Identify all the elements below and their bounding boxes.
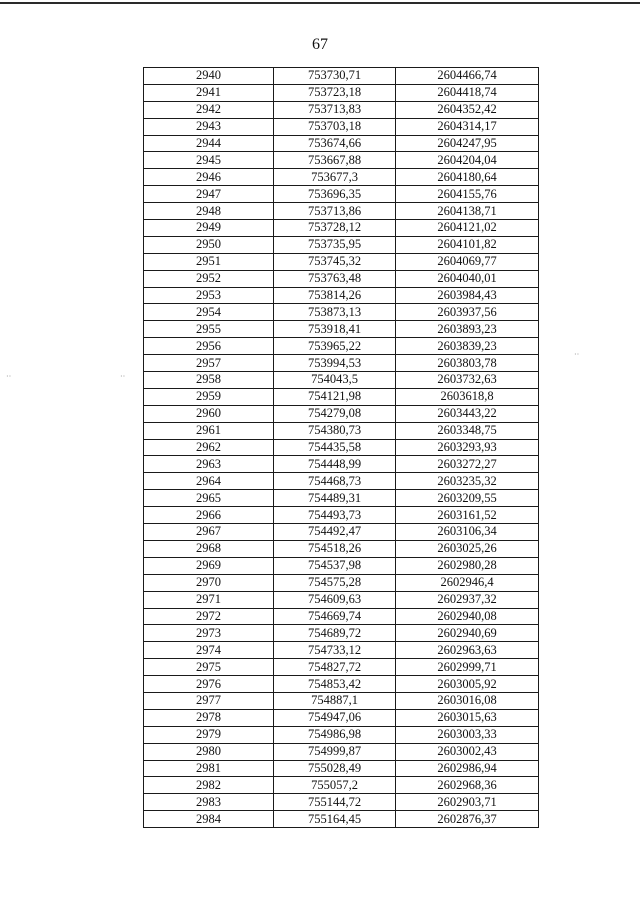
x-coordinate-cell: 753918,41 bbox=[274, 321, 396, 338]
y-coordinate-cell: 2603106,34 bbox=[396, 524, 539, 541]
x-coordinate-cell: 755028,49 bbox=[274, 760, 396, 777]
point-number-cell: 2943 bbox=[144, 118, 274, 135]
y-coordinate-cell: 2604247,95 bbox=[396, 135, 539, 152]
x-coordinate-cell: 754489,31 bbox=[274, 490, 396, 507]
point-number-cell: 2944 bbox=[144, 135, 274, 152]
y-coordinate-cell: 2603235,32 bbox=[396, 473, 539, 490]
x-coordinate-cell: 754986,98 bbox=[274, 726, 396, 743]
x-coordinate-cell: 754947,06 bbox=[274, 709, 396, 726]
point-number-cell: 2952 bbox=[144, 270, 274, 287]
x-coordinate-cell: 753965,22 bbox=[274, 338, 396, 355]
point-number-cell: 2973 bbox=[144, 625, 274, 642]
x-coordinate-cell: 754575,28 bbox=[274, 574, 396, 591]
scan-speck: ·· bbox=[120, 372, 126, 381]
table-row bbox=[144, 422, 539, 439]
point-number-cell: 2967 bbox=[144, 524, 274, 541]
y-coordinate-cell: 2603005,92 bbox=[396, 676, 539, 693]
table-row bbox=[144, 439, 539, 456]
x-coordinate-cell: 753735,95 bbox=[274, 236, 396, 253]
point-number-cell: 2969 bbox=[144, 557, 274, 574]
y-coordinate-cell: 2603272,27 bbox=[396, 456, 539, 473]
y-coordinate-cell: 2602876,37 bbox=[396, 811, 539, 828]
y-coordinate-cell: 2604418,74 bbox=[396, 84, 539, 101]
point-number-cell: 2979 bbox=[144, 726, 274, 743]
table-row bbox=[144, 625, 539, 642]
point-number-cell: 2955 bbox=[144, 321, 274, 338]
y-coordinate-cell: 2603025,26 bbox=[396, 540, 539, 557]
point-number-cell: 2963 bbox=[144, 456, 274, 473]
y-coordinate-cell: 2603984,43 bbox=[396, 287, 539, 304]
x-coordinate-cell: 754448,99 bbox=[274, 456, 396, 473]
y-coordinate-cell: 2602980,28 bbox=[396, 557, 539, 574]
table-row bbox=[144, 726, 539, 743]
y-coordinate-cell: 2604121,02 bbox=[396, 220, 539, 237]
y-coordinate-cell: 2603016,08 bbox=[396, 692, 539, 709]
y-coordinate-cell: 2602986,94 bbox=[396, 760, 539, 777]
table-row bbox=[144, 473, 539, 490]
table-row bbox=[144, 152, 539, 169]
y-coordinate-cell: 2604466,74 bbox=[396, 68, 539, 85]
y-coordinate-cell: 2604069,77 bbox=[396, 253, 539, 270]
y-coordinate-cell: 2603348,75 bbox=[396, 422, 539, 439]
point-number-cell: 2947 bbox=[144, 186, 274, 203]
x-coordinate-cell: 755144,72 bbox=[274, 794, 396, 811]
point-number-cell: 2978 bbox=[144, 709, 274, 726]
y-coordinate-cell: 2603293,93 bbox=[396, 439, 539, 456]
table-row bbox=[144, 574, 539, 591]
point-number-cell: 2957 bbox=[144, 355, 274, 372]
x-coordinate-cell: 754689,72 bbox=[274, 625, 396, 642]
x-coordinate-cell: 754493,73 bbox=[274, 507, 396, 524]
x-coordinate-cell: 753713,86 bbox=[274, 203, 396, 220]
table-row bbox=[144, 777, 539, 794]
table-row bbox=[144, 372, 539, 389]
y-coordinate-cell: 2602968,36 bbox=[396, 777, 539, 794]
point-number-cell: 2982 bbox=[144, 777, 274, 794]
x-coordinate-cell: 754043,5 bbox=[274, 372, 396, 389]
y-coordinate-cell: 2603839,23 bbox=[396, 338, 539, 355]
coordinate-table bbox=[143, 67, 539, 828]
table-row bbox=[144, 388, 539, 405]
table-row bbox=[144, 794, 539, 811]
y-coordinate-cell: 2602999,71 bbox=[396, 659, 539, 676]
y-coordinate-cell: 2604155,76 bbox=[396, 186, 539, 203]
point-number-cell: 2977 bbox=[144, 692, 274, 709]
table-row bbox=[144, 220, 539, 237]
point-number-cell: 2975 bbox=[144, 659, 274, 676]
point-number-cell: 2961 bbox=[144, 422, 274, 439]
table-row bbox=[144, 203, 539, 220]
point-number-cell: 2951 bbox=[144, 253, 274, 270]
x-coordinate-cell: 754827,72 bbox=[274, 659, 396, 676]
point-number-cell: 2976 bbox=[144, 676, 274, 693]
x-coordinate-cell: 753674,66 bbox=[274, 135, 396, 152]
y-coordinate-cell: 2604352,42 bbox=[396, 101, 539, 118]
x-coordinate-cell: 753814,26 bbox=[274, 287, 396, 304]
x-coordinate-cell: 754518,26 bbox=[274, 540, 396, 557]
x-coordinate-cell: 755164,45 bbox=[274, 811, 396, 828]
point-number-cell: 2942 bbox=[144, 101, 274, 118]
table-row bbox=[144, 557, 539, 574]
table-row bbox=[144, 540, 539, 557]
x-coordinate-cell: 753723,18 bbox=[274, 84, 396, 101]
x-coordinate-cell: 754733,12 bbox=[274, 642, 396, 659]
point-number-cell: 2983 bbox=[144, 794, 274, 811]
point-number-cell: 2974 bbox=[144, 642, 274, 659]
point-number-cell: 2956 bbox=[144, 338, 274, 355]
point-number-cell: 2970 bbox=[144, 574, 274, 591]
x-coordinate-cell: 753713,83 bbox=[274, 101, 396, 118]
table-row bbox=[144, 405, 539, 422]
x-coordinate-cell: 753994,53 bbox=[274, 355, 396, 372]
point-number-cell: 2950 bbox=[144, 236, 274, 253]
table-row bbox=[144, 642, 539, 659]
y-coordinate-cell: 2603803,78 bbox=[396, 355, 539, 372]
y-coordinate-cell: 2603618,8 bbox=[396, 388, 539, 405]
y-coordinate-cell: 2603937,56 bbox=[396, 304, 539, 321]
x-coordinate-cell: 754669,74 bbox=[274, 608, 396, 625]
point-number-cell: 2972 bbox=[144, 608, 274, 625]
point-number-cell: 2959 bbox=[144, 388, 274, 405]
point-number-cell: 2948 bbox=[144, 203, 274, 220]
point-number-cell: 2946 bbox=[144, 169, 274, 186]
x-coordinate-cell: 753728,12 bbox=[274, 220, 396, 237]
table-row bbox=[144, 692, 539, 709]
y-coordinate-cell: 2604040,01 bbox=[396, 270, 539, 287]
y-coordinate-cell: 2603002,43 bbox=[396, 743, 539, 760]
y-coordinate-cell: 2603732,63 bbox=[396, 372, 539, 389]
scan-speck: ·· bbox=[574, 350, 580, 359]
point-number-cell: 2960 bbox=[144, 405, 274, 422]
y-coordinate-cell: 2602940,08 bbox=[396, 608, 539, 625]
y-coordinate-cell: 2604314,17 bbox=[396, 118, 539, 135]
table-row bbox=[144, 135, 539, 152]
point-number-cell: 2953 bbox=[144, 287, 274, 304]
y-coordinate-cell: 2604204,04 bbox=[396, 152, 539, 169]
table-row bbox=[144, 676, 539, 693]
point-number-cell: 2968 bbox=[144, 540, 274, 557]
x-coordinate-cell: 754537,98 bbox=[274, 557, 396, 574]
point-number-cell: 2965 bbox=[144, 490, 274, 507]
x-coordinate-cell: 754853,42 bbox=[274, 676, 396, 693]
x-coordinate-cell: 755057,2 bbox=[274, 777, 396, 794]
point-number-cell: 2945 bbox=[144, 152, 274, 169]
x-coordinate-cell: 754121,98 bbox=[274, 388, 396, 405]
page-number: 67 bbox=[312, 36, 328, 53]
table-row bbox=[144, 321, 539, 338]
table-row bbox=[144, 236, 539, 253]
x-coordinate-cell: 753730,71 bbox=[274, 68, 396, 85]
point-number-cell: 2949 bbox=[144, 220, 274, 237]
point-number-cell: 2962 bbox=[144, 439, 274, 456]
x-coordinate-cell: 754492,47 bbox=[274, 524, 396, 541]
point-number-cell: 2984 bbox=[144, 811, 274, 828]
point-number-cell: 2966 bbox=[144, 507, 274, 524]
y-coordinate-cell: 2604180,64 bbox=[396, 169, 539, 186]
point-number-cell: 2940 bbox=[144, 68, 274, 85]
table-row bbox=[144, 507, 539, 524]
table-row bbox=[144, 608, 539, 625]
top-rule bbox=[0, 2, 640, 4]
point-number-cell: 2958 bbox=[144, 372, 274, 389]
table-row bbox=[144, 253, 539, 270]
y-coordinate-cell: 2602903,71 bbox=[396, 794, 539, 811]
y-coordinate-cell: 2602963,63 bbox=[396, 642, 539, 659]
y-coordinate-cell: 2602946,4 bbox=[396, 574, 539, 591]
table-row bbox=[144, 84, 539, 101]
point-number-cell: 2964 bbox=[144, 473, 274, 490]
x-coordinate-cell: 754609,63 bbox=[274, 591, 396, 608]
x-coordinate-cell: 753745,32 bbox=[274, 253, 396, 270]
x-coordinate-cell: 753763,48 bbox=[274, 270, 396, 287]
y-coordinate-cell: 2603209,55 bbox=[396, 490, 539, 507]
table-row bbox=[144, 591, 539, 608]
point-number-cell: 2981 bbox=[144, 760, 274, 777]
table-row bbox=[144, 811, 539, 828]
table-row bbox=[144, 118, 539, 135]
y-coordinate-cell: 2603443,22 bbox=[396, 405, 539, 422]
coordinate-table-body bbox=[144, 68, 539, 828]
table-row bbox=[144, 287, 539, 304]
table-row bbox=[144, 338, 539, 355]
x-coordinate-cell: 754887,1 bbox=[274, 692, 396, 709]
y-coordinate-cell: 2602940,69 bbox=[396, 625, 539, 642]
x-coordinate-cell: 753696,35 bbox=[274, 186, 396, 203]
x-coordinate-cell: 754999,87 bbox=[274, 743, 396, 760]
x-coordinate-cell: 753873,13 bbox=[274, 304, 396, 321]
x-coordinate-cell: 753667,88 bbox=[274, 152, 396, 169]
y-coordinate-cell: 2604101,82 bbox=[396, 236, 539, 253]
x-coordinate-cell: 754468,73 bbox=[274, 473, 396, 490]
x-coordinate-cell: 753677,3 bbox=[274, 169, 396, 186]
table-row bbox=[144, 169, 539, 186]
y-coordinate-cell: 2603893,23 bbox=[396, 321, 539, 338]
table-row bbox=[144, 760, 539, 777]
table-row bbox=[144, 456, 539, 473]
y-coordinate-cell: 2603003,33 bbox=[396, 726, 539, 743]
table-row bbox=[144, 490, 539, 507]
table-row bbox=[144, 101, 539, 118]
x-coordinate-cell: 754435,58 bbox=[274, 439, 396, 456]
table-row bbox=[144, 270, 539, 287]
point-number-cell: 2954 bbox=[144, 304, 274, 321]
x-coordinate-cell: 754279,08 bbox=[274, 405, 396, 422]
table-row bbox=[144, 186, 539, 203]
table-row bbox=[144, 709, 539, 726]
y-coordinate-cell: 2603161,52 bbox=[396, 507, 539, 524]
point-number-cell: 2971 bbox=[144, 591, 274, 608]
table-row bbox=[144, 659, 539, 676]
table-row bbox=[144, 304, 539, 321]
y-coordinate-cell: 2602937,32 bbox=[396, 591, 539, 608]
y-coordinate-cell: 2604138,71 bbox=[396, 203, 539, 220]
point-number-cell: 2980 bbox=[144, 743, 274, 760]
scan-speck: ·· bbox=[6, 372, 12, 381]
y-coordinate-cell: 2603015,63 bbox=[396, 709, 539, 726]
x-coordinate-cell: 753703,18 bbox=[274, 118, 396, 135]
table-row bbox=[144, 68, 539, 85]
table-row bbox=[144, 743, 539, 760]
table-row bbox=[144, 524, 539, 541]
x-coordinate-cell: 754380,73 bbox=[274, 422, 396, 439]
point-number-cell: 2941 bbox=[144, 84, 274, 101]
table-row bbox=[144, 355, 539, 372]
